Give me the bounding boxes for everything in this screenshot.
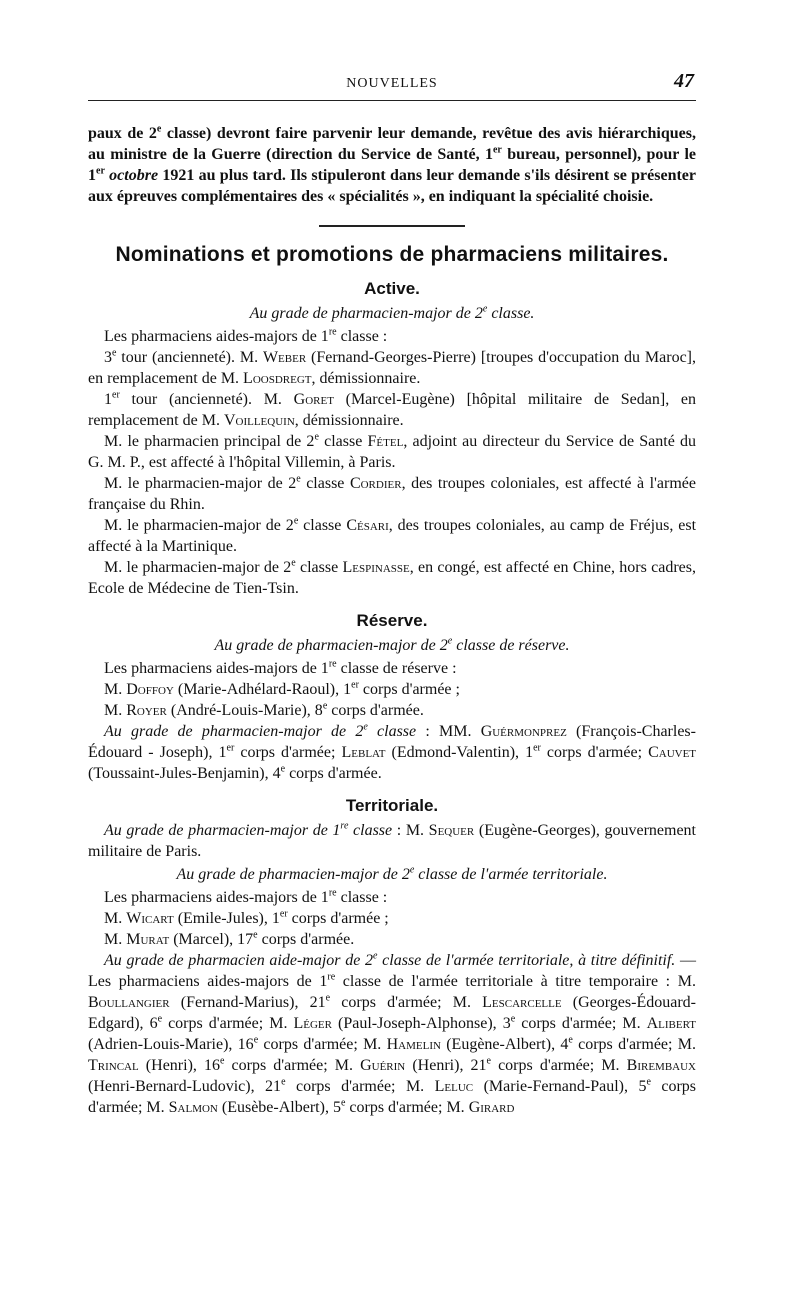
grade-heading: Au grade de pharmacien-major de 2e classe. (249, 303, 535, 322)
section-divider (319, 225, 465, 227)
paragraph: Au grade de pharmacien-major de 1re classe : M. Sequer (Eugène-Georges), gouvernement militaire de Paris. (88, 820, 696, 860)
running-title: NOUVELLES (346, 76, 438, 91)
section-heading-reserve: Réserve. (356, 611, 428, 630)
section-heading-active: Active. (364, 279, 420, 298)
section-heading-territoriale: Territoriale. (345, 796, 439, 815)
page-header (88, 70, 696, 101)
paragraph: M. le pharmacien-major de 2e classe Lespinasse, en congé, est affecté en Chine, hors cadres, Ecole de Médecine de Tien-Tsin. (88, 557, 697, 597)
paragraph: 3e tour (ancienneté). M. Weber (Fernand-Georges-Pierre) [troupes d'occupation du Maroc], en remplacement de M. Loosdregt, démissionnaire. (88, 347, 696, 387)
paragraph: M. Murat (Marcel), 17e corps d'armée. (104, 929, 355, 948)
paragraph: M. Wicart (Emile-Jules), 1er corps d'armée ; (104, 908, 389, 927)
paragraph: M. le pharmacien-major de 2e classe Cordier, des troupes coloniales, est affecté à l'armée française du Rhin. (88, 473, 697, 513)
paragraph: Au grade de pharmacien-major de 2e classe : MM. Guérmonprez (François-Charles-Édouard - Joseph), 1er corps d'armée; Leblat (Edmond-Valentin), 1er corps d'armée; Cauvet (Toussaint-Jules-Benjamin), 4e corps d'armée. (88, 721, 697, 782)
paragraph: Les pharmaciens aides-majors de 1re classe : (104, 326, 388, 345)
paragraph: Les pharmaciens aides-majors de 1re classe : (104, 887, 388, 906)
paragraph: M. Royer (André-Louis-Marie), 8e corps d'armée. (104, 700, 424, 719)
paragraph: M. le pharmacien principal de 2e classe Fétel, adjoint au directeur du Service de Santé du G. M. P., est affecté à l'hôpital Villemin, à Paris. (88, 431, 697, 471)
intro-paragraph: paux de 2e classe) devront faire parvenir leur demande, revêtue des avis hiérarchiques, au ministre de la Guerre (direction du Service de Santé, 1er bureau, personnel), pour le 1er octobre 1921 au plus tard. Ils stipuleront dans leur demande s'ils désirent se présenter aux épreuves complémentaires des « spécialités », en indiquant la spécialité choisie. (88, 123, 697, 205)
paragraph: Les pharmaciens aides-majors de 1re classe de réserve : (104, 658, 457, 677)
grade-heading: Au grade de pharmacien-major de 2e classe de réserve. (214, 635, 570, 654)
grade-heading: Au grade de pharmacien-major de 2e classe de l'armée territoriale. (176, 864, 608, 883)
paragraph: M. Doffoy (Marie-Adhélard-Raoul), 1er corps d'armée ; (104, 679, 460, 698)
page-number: 47 (674, 70, 694, 92)
document-page (88, 70, 696, 1118)
paragraph: 1er tour (ancienneté). M. Goret (Marcel-Eugène) [hôpital militaire de Sedan], en remplacement de M. Voillequin, démissionnaire. (88, 389, 696, 429)
paragraph: Au grade de pharmacien aide-major de 2e classe de l'armée territoriale, à titre définitif. — Les pharmaciens aides-majors de 1re classe de l'armée territoriale à titre temporaire : M. Boullangier (Fernand-Marius), 21e corps d'armée; M. Lescarcelle (Georges-Édouard-Edgard), 6e corps d'armée; M. Léger (Paul-Joseph-Alphonse), 3e corps d'armée; M. Alibert (Adrien-Louis-Marie), 16e corps d'armée; M. Hamelin (Eugène-Albert), 4e corps d'armée; M. Trincal (Henri), 16e corps d'armée; M. Guérin (Henri), 21e corps d'armée; M. Birembaux (Henri-Bernard-Ludovic), 21e corps d'armée; M. Leluc (Marie-Fernand-Paul), 5e corps d'armée; M. Salmon (Eusèbe-Albert), 5e corps d'armée; M. Girard (88, 950, 697, 1116)
article-title: Nominations et promotions de pharmaciens militaires. (115, 243, 669, 266)
paragraph: M. le pharmacien-major de 2e classe Césari, des troupes coloniales, au camp de Fréjus, est affecté à la Martinique. (88, 515, 697, 555)
